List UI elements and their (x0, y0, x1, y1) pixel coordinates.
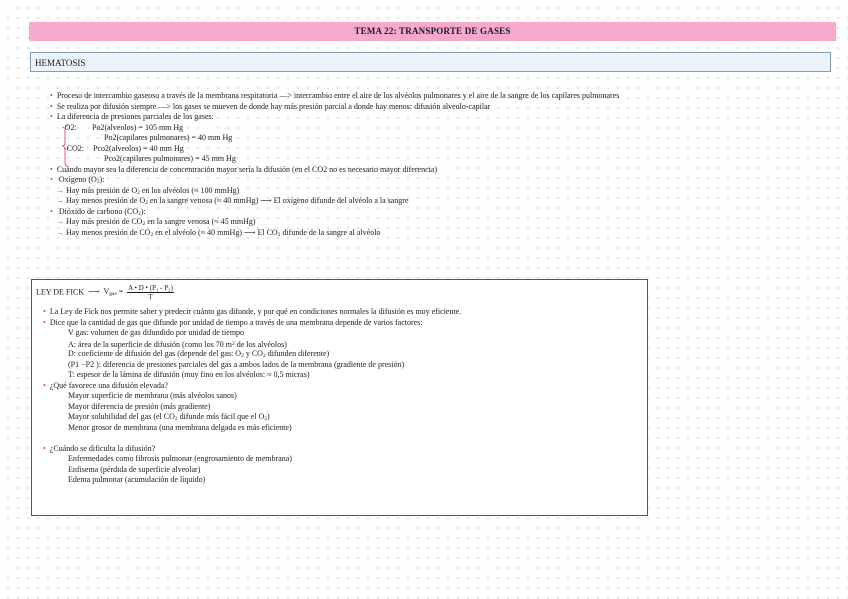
o2-value: Po2(capilares pulmonares) = 40 mm Hg (104, 133, 233, 142)
formula: Vgas = $\frac{\text{A • D • (P₁ - P₂)}}{T}$ (103, 284, 173, 301)
list-item: D: coeficiente de difusión del gas (depende del gas: O2 y CO2 difunden diferente) (68, 349, 330, 359)
list-item: A: área de la superficie de difusión (como los 70 $m^2$ de los alvéolos) (68, 339, 287, 349)
list-item: → Hay menos presión de O2 en la sangre venosa (≈ 40 mmHg) ⟶ El oxígeno difunde del alvéolo a la sangre (56, 196, 409, 206)
list-item: • Se realiza por difusión siempre —> los gases se mueven de donde hay más presión parcial a donde hay menos: difusión alveolo-capilar (50, 102, 619, 113)
fick-heading-row (36, 284, 174, 301)
list-item: Mayor solubilidad del gas (el CO2 difunde más fácil que el O2) (68, 412, 270, 422)
list-item: Mayor superficie de membrana (más alvéolos sanos) (68, 391, 237, 400)
list-item: → Hay menos presión de CO2 en el alvéolo (≈ 40 mmHg) ⟶ El CO2 difunde de la sangre al alvéolo (56, 227, 381, 238)
fick-section (31, 279, 648, 516)
arrow-right-icon: → (56, 217, 64, 226)
list-item: • Dice que la cantidad de gas que difunde por unidad de tiempo a través de una membrana depende de varios factores: (43, 318, 461, 329)
co2-label: -CO2: (64, 143, 84, 153)
long-arrow-icon: ⟶ (88, 287, 100, 297)
list-item: T: espesor de la lámina de difusión (muy fino en los alvéolos: ≈ 0,5 micras) (68, 370, 310, 379)
co2-row-2 (50, 154, 619, 165)
list-item: → Hay más presión de CO2 en la sangre venosa (≈ 45 mmHg) (56, 217, 256, 227)
list-item: Menor grosor de membrana (una membrana delgada es más eficiente) (68, 422, 292, 432)
list-item: (P1 −P2 ): diferencia de presiones parciales del gas a ambos lados de la membrana (gradiente de presión) (68, 359, 405, 369)
list-item: Edema pulmonar (acumulación de líquido) (68, 475, 206, 484)
hematosis-content (50, 91, 619, 238)
list-item: • Proceso de intercambio gaseoso a través de la membrana respiratoria —> intercambio entre el aire de los alvéolos pulmonares y el aire de la sangre de los capilares pulmonares (50, 91, 619, 102)
spacer (43, 433, 461, 444)
arrow-right-icon: → (56, 227, 64, 237)
list-item: • La Ley de Fick nos permite saber y predecir cuánto gas difunde, y por qué en condiciones normales la difusión es muy eficiente. (43, 307, 461, 318)
formula-fraction: $\frac{\text{A • D • (P₁ - P₂)}}{T}$ (128, 284, 173, 301)
co2-row-1 (50, 144, 619, 155)
arrow-right-icon: → (56, 196, 64, 205)
list-item: • Oxígeno (O2): (50, 175, 619, 186)
list-item: • Cuando mayor sea la diferencia de concentración mayor sería la difusión (en el CO2 no es necesario mayor diferencia) (50, 165, 619, 176)
co2-value: Pco2(alveolos) = 40 mm Hg (93, 143, 184, 153)
list-item: → Hay más presión de O2 en los alvéolos (≈ 100 mmHg) (56, 185, 240, 196)
co2-value: Pco2(capilares pulmonares) = 45 mm Hg (104, 154, 236, 163)
section-heading-hematosis: HEMATOSIS (30, 52, 831, 72)
list-item: • ¿Cuándo se dificulta la difusión? (43, 444, 461, 455)
o2-row-2 (50, 133, 619, 144)
o2-row-1 (50, 123, 619, 134)
list-item: • La diferencia de presiones parciales de los gases: (50, 112, 619, 123)
page-title: TEMA 22: TRANSPORTE DE GASES (29, 22, 836, 41)
o2-value: Po2(alveolos) = 105 mm Hg (92, 122, 184, 132)
section-heading-fick: LEY DE FICK (36, 287, 85, 297)
list-item: • ¿Qué favorece una difusión elevada? (43, 381, 461, 392)
brace-icon (62, 124, 70, 168)
o2-label: -O2: (62, 122, 77, 132)
list-item: Enfisema (pérdida de superficie alveolar) (68, 464, 201, 474)
arrow-right-icon: → (56, 185, 64, 195)
list-item: • Dióxido de carbono (CO2): (50, 207, 619, 218)
fick-content (43, 307, 461, 486)
list-item: V gas: volumen de gas difundido por unidad de tiempo (68, 328, 245, 337)
list-item: Mayor diferencia de presión (más gradiente) (68, 401, 211, 411)
list-item: Enfermedades como fibrosis pulmonar (engrosamiento de membrana) (68, 454, 292, 463)
